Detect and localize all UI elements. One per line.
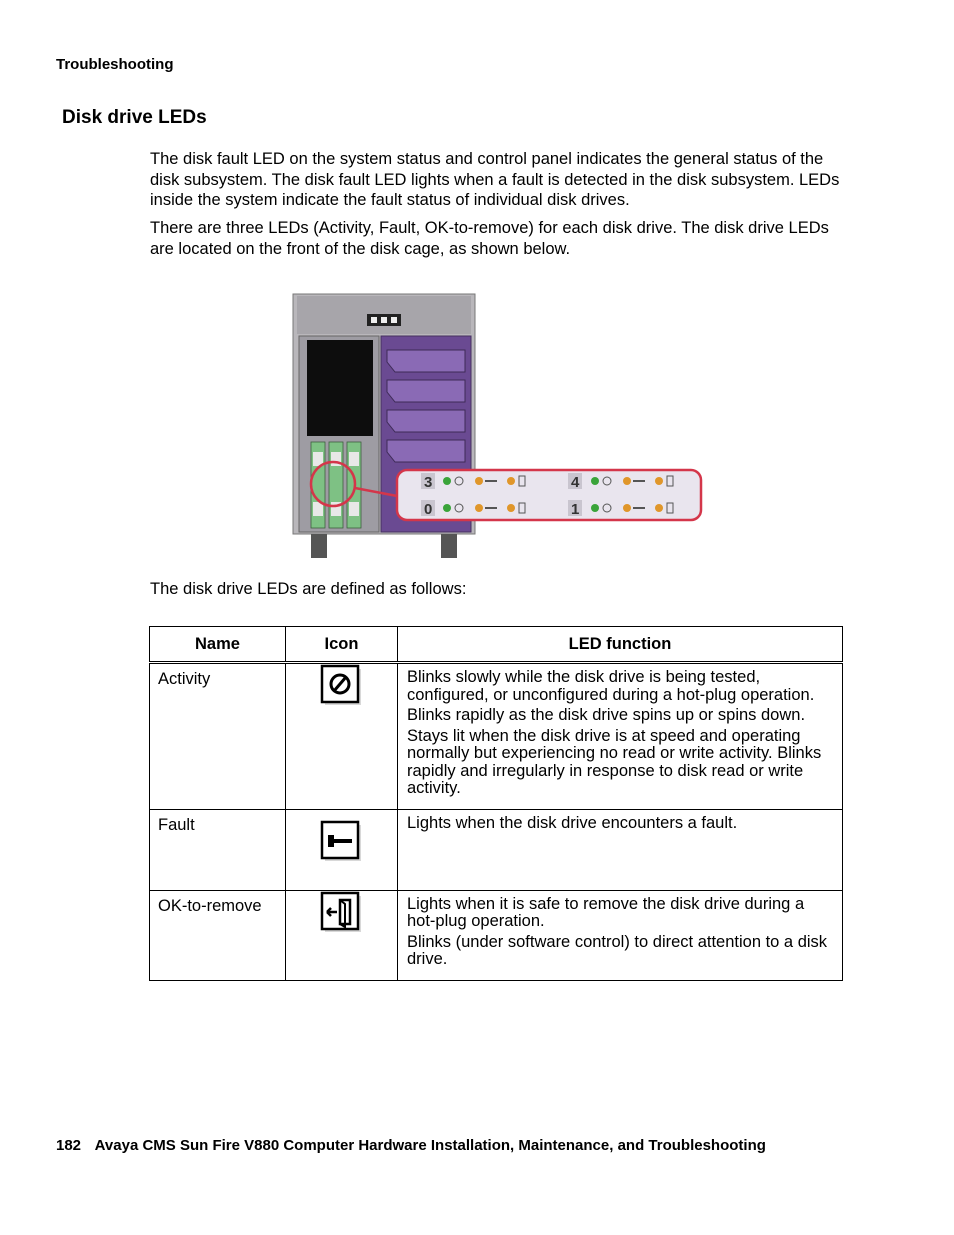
header-led-function: LED function — [398, 627, 843, 663]
led-name-fault: Fault — [150, 809, 286, 890]
page-number: 182 — [56, 1137, 82, 1154]
table-header-row — [150, 627, 843, 663]
activity-icon — [320, 664, 364, 708]
table-caption: The disk drive LEDs are defined as follows: — [150, 580, 467, 598]
activity-function-line-1: Blinks slowly while the disk drive is being tested, configured, or unconfigured during a hot-plug operation. — [407, 668, 815, 704]
table-row — [150, 890, 843, 980]
header-icon: Icon — [286, 627, 398, 663]
bay-label-1: 1 — [571, 501, 580, 518]
header-name: Name — [150, 627, 286, 663]
bay-label-4: 4 — [571, 474, 580, 491]
table-row — [150, 809, 843, 890]
led-definition-table — [149, 626, 843, 981]
page-footer — [56, 1137, 766, 1154]
intro-paragraph-2: There are three LEDs (Activity, Fault, OK-to-remove) for each disk drive. The disk drive LEDs are located on the front of the disk cage, as shown below. — [150, 219, 829, 258]
ok-to-remove-icon — [320, 891, 364, 935]
bay-label-0: 0 — [424, 501, 433, 518]
table-row — [150, 663, 843, 810]
running-head: Troubleshooting — [56, 56, 174, 73]
intro-paragraph-1: The disk fault LED on the system status and control panel indicates the general status of the disk subsystem. The disk fault LED lights when a fault is detected in the disk subsystem. LEDs inside the system indicate the fault status of individual disk drives. — [150, 150, 840, 209]
activity-function-line-3: Stays lit when the disk drive is at speed and operating normally but experiencing no read or write activity. Blinks rapidly and irregularly in response to disk read or write activity. — [407, 726, 822, 797]
led-name-ok-to-remove: OK-to-remove — [150, 890, 286, 980]
activity-function-line-2: Blinks rapidly as the disk drive spins up or spins down. — [407, 706, 806, 724]
disk-cage-figure — [285, 292, 707, 570]
ok-to-remove-function-line-2: Blinks (under software control) to direct attention to a disk drive. — [407, 932, 828, 968]
fault-function-line-1: Lights when the disk drive encounters a fault. — [407, 813, 738, 832]
bay-label-3: 3 — [424, 474, 433, 491]
footer-title: Avaya CMS Sun Fire V880 Computer Hardware Installation, Maintenance, and Troubleshooting — [94, 1137, 766, 1154]
led-name-activity: Activity — [150, 663, 286, 810]
ok-to-remove-function-line-1: Lights when it is safe to remove the disk drive during a hot-plug operation. — [407, 894, 805, 930]
wrench-icon — [320, 820, 364, 864]
section-title: Disk drive LEDs — [62, 107, 207, 128]
